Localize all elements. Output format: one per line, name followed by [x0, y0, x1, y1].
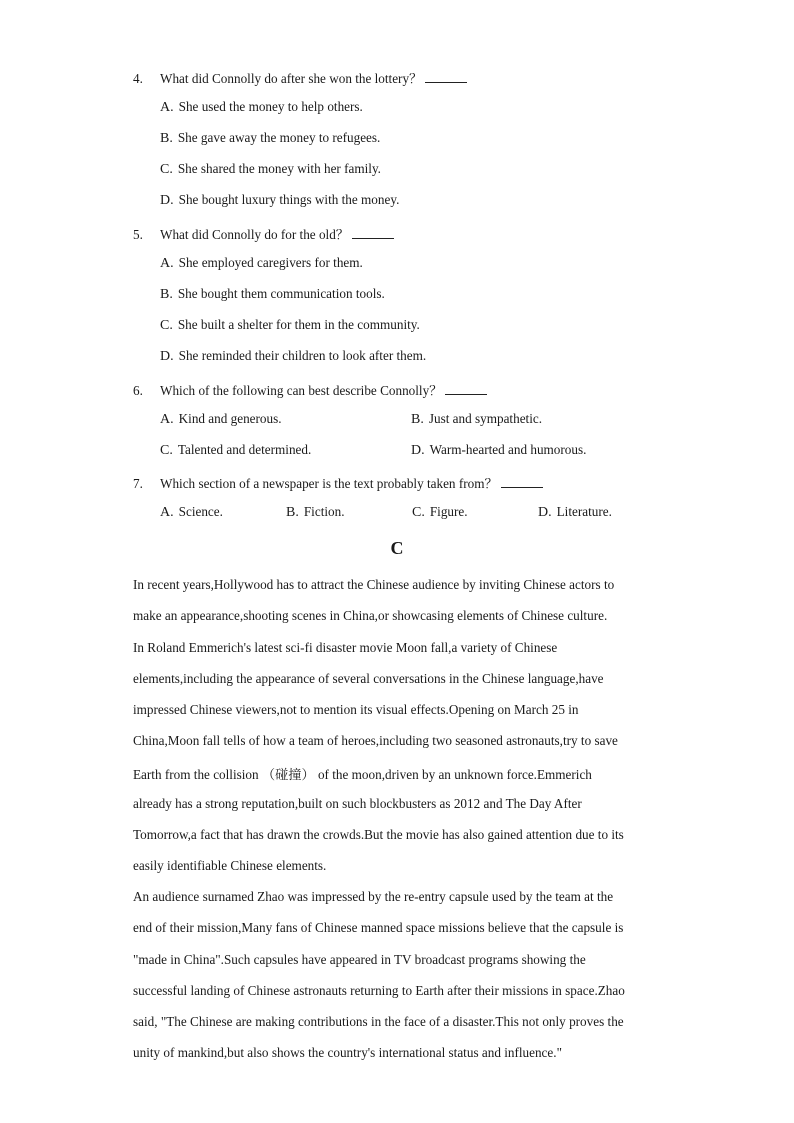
passage-line: impressed Chinese viewers,not to mention its visual effects.Opening on March 25 in — [133, 702, 579, 717]
option-text: Fiction. — [303, 504, 345, 519]
question-4 — [133, 68, 467, 87]
option-5b[interactable] — [160, 286, 385, 303]
question-text: What did Connolly do after she won the lottery？ — [160, 71, 423, 86]
question-7 — [133, 473, 543, 492]
passage-line: easily identifiable Chinese elements. — [133, 858, 327, 873]
question-text: Which section of a newspaper is the text probably taken from？ — [160, 476, 498, 491]
option-letter: B. — [160, 131, 173, 146]
passage-line: Earth from the collision （碰撞） of the moon,driven by an unknown force.Emmerich — [133, 767, 592, 782]
option-letter: A. — [160, 505, 174, 520]
option-4d[interactable] — [160, 192, 399, 209]
passage-line: "made in China".Such capsules have appeared in TV broadcast programs showing the — [133, 952, 586, 967]
option-7a[interactable] — [160, 504, 223, 521]
option-7c[interactable] — [412, 504, 468, 521]
option-4b[interactable] — [160, 130, 380, 147]
option-text: She employed caregivers for them. — [178, 255, 363, 270]
option-letter: B. — [286, 505, 299, 520]
option-letter: D. — [538, 505, 552, 520]
option-7b[interactable] — [286, 504, 345, 521]
option-4a[interactable] — [160, 99, 363, 116]
option-text: Figure. — [429, 504, 468, 519]
option-letter: C. — [412, 505, 425, 520]
question-text: What did Connolly do for the old？ — [160, 227, 349, 242]
question-5 — [133, 224, 394, 243]
option-text: Science. — [178, 504, 223, 519]
option-5a[interactable] — [160, 255, 363, 272]
passage-line: already has a strong reputation,built on such blockbusters as 2012 and The Day After — [133, 796, 582, 811]
question-number: 7. — [133, 476, 143, 491]
option-6b[interactable] — [411, 411, 542, 428]
question-6 — [133, 380, 487, 399]
option-5c[interactable] — [160, 317, 420, 334]
option-text: Talented and determined. — [177, 442, 312, 457]
option-5d[interactable] — [160, 348, 426, 365]
option-text: Kind and generous. — [178, 411, 282, 426]
option-letter: B. — [160, 287, 173, 302]
passage-line: elements,including the appearance of several conversations in the Chinese language,have — [133, 671, 604, 686]
answer-blank[interactable] — [425, 72, 467, 83]
option-letter: A. — [160, 100, 174, 115]
option-text: She bought luxury things with the money. — [178, 192, 400, 207]
option-text: Literature. — [556, 504, 612, 519]
passage-line: Tomorrow,a fact that has drawn the crowds.But the movie has also gained attention due to its — [133, 827, 624, 842]
passage-line: An audience surnamed Zhao was impressed by the re-entry capsule used by the team at the — [133, 889, 614, 904]
passage-heading: C — [390, 538, 404, 558]
question-number: 4. — [133, 71, 143, 86]
passage-line: unity of mankind,but also shows the country's international status and influence." — [133, 1045, 562, 1060]
option-text: She bought them communication tools. — [177, 286, 385, 301]
option-letter: C. — [160, 162, 173, 177]
option-text: She used the money to help others. — [178, 99, 363, 114]
option-letter: A. — [160, 256, 174, 271]
option-6a[interactable] — [160, 411, 282, 428]
option-text: Warm-hearted and humorous. — [429, 442, 587, 457]
option-letter: C. — [160, 443, 173, 458]
option-letter: B. — [411, 412, 424, 427]
passage-line: successful landing of Chinese astronauts returning to Earth after their missions in space.Zhao — [133, 983, 625, 998]
question-number: 6. — [133, 383, 143, 398]
option-letter: D. — [160, 349, 174, 364]
passage-line: China,Moon fall tells of how a team of heroes,including two seasoned astronauts,try to save — [133, 733, 618, 748]
answer-blank[interactable] — [352, 228, 394, 239]
option-letter: D. — [411, 443, 425, 458]
option-letter: A. — [160, 412, 174, 427]
passage-line: In recent years,Hollywood has to attract the Chinese audience by inviting Chinese actors to — [133, 577, 615, 592]
answer-blank[interactable] — [501, 477, 543, 488]
answer-blank[interactable] — [445, 384, 487, 395]
option-letter: D. — [160, 193, 174, 208]
question-text: Which of the following can best describe Connolly？ — [160, 383, 443, 398]
option-7d[interactable] — [538, 504, 612, 521]
passage-line: make an appearance,shooting scenes in China,or showcasing elements of Chinese culture. — [133, 608, 608, 623]
option-text: She gave away the money to refugees. — [177, 130, 381, 145]
question-number: 5. — [133, 227, 143, 242]
option-6d[interactable] — [411, 442, 586, 459]
option-text: She reminded their children to look after them. — [178, 348, 427, 363]
option-4c[interactable] — [160, 161, 381, 178]
option-letter: C. — [160, 318, 173, 333]
option-text: She built a shelter for them in the community. — [177, 317, 420, 332]
option-6c[interactable] — [160, 442, 311, 459]
passage-line: said, "The Chinese are making contributions in the face of a disaster.This not only proves the — [133, 1014, 624, 1029]
option-text: She shared the money with her family. — [177, 161, 381, 176]
passage-line: end of their mission,Many fans of Chinese manned space missions believe that the capsule is — [133, 920, 624, 935]
passage-line: In Roland Emmerich's latest sci-fi disaster movie Moon fall,a variety of Chinese — [133, 640, 558, 655]
option-text: Just and sympathetic. — [428, 411, 543, 426]
